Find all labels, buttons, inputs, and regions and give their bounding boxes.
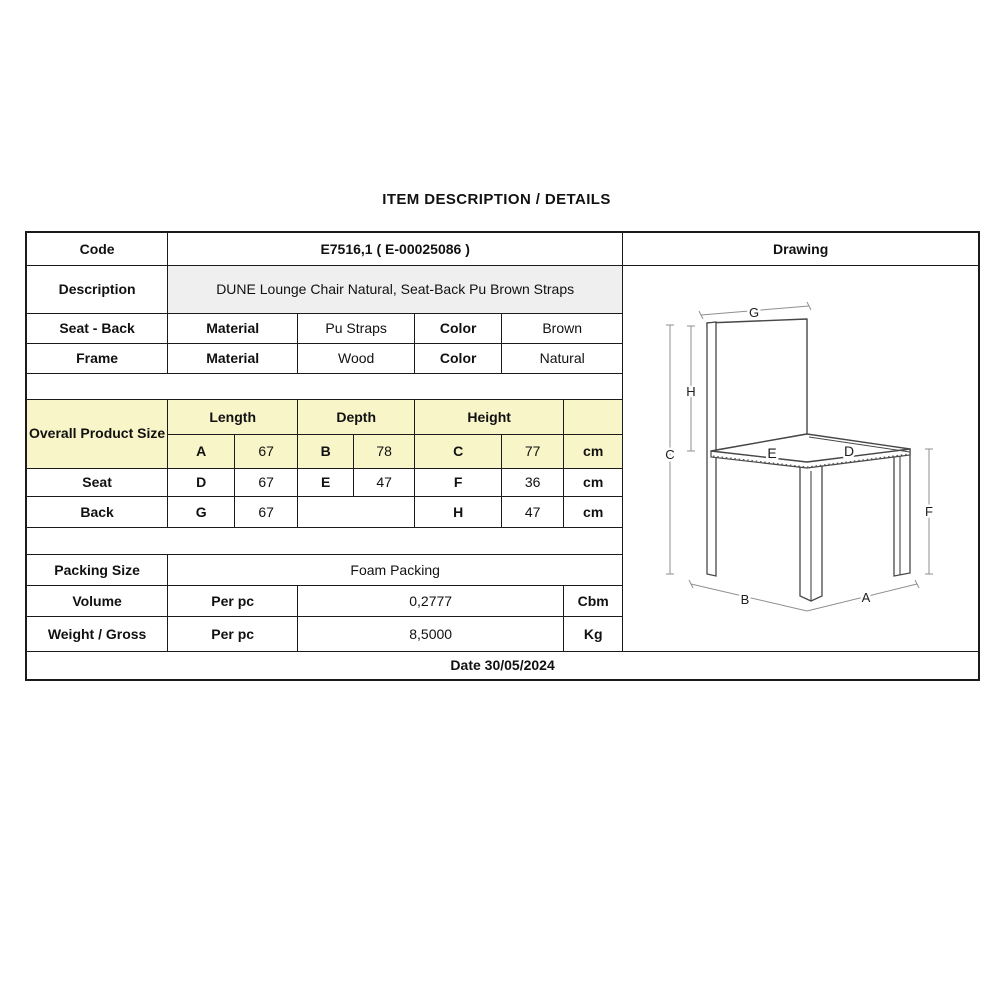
code-value: E7516,1 ( E-00025086 ) xyxy=(168,232,623,265)
dim-label-f: F xyxy=(925,503,934,519)
dim-key-d: D xyxy=(168,468,235,496)
frame-label: Frame xyxy=(26,343,168,373)
dim-key-b: B xyxy=(298,434,354,468)
spacer-cell xyxy=(26,373,623,399)
chair-backrest xyxy=(707,319,807,451)
chair-right-leg xyxy=(894,449,910,576)
dim-val-d: 67 xyxy=(235,468,298,496)
seat-back-color-value: Brown xyxy=(502,313,623,343)
drawing-cell xyxy=(623,265,980,651)
dim-label-g: G xyxy=(749,304,760,320)
description-value: DUNE Lounge Chair Natural, Seat-Back Pu Brown Straps xyxy=(168,265,623,313)
spec-table xyxy=(25,231,980,681)
frame-material-label: Material xyxy=(168,343,298,373)
weight-per-label: Per pc xyxy=(168,616,298,651)
overall-unit: cm xyxy=(564,434,623,468)
dim-key-a: A xyxy=(168,434,235,468)
dim-val-c: 77 xyxy=(502,434,564,468)
dim-val-b: 78 xyxy=(354,434,415,468)
volume-unit: Cbm xyxy=(564,585,623,616)
seat-back-material-value: Pu Straps xyxy=(298,313,415,343)
dim-val-h: 47 xyxy=(502,496,564,527)
page-title: ITEM DESCRIPTION / DETAILS xyxy=(382,191,611,208)
dim-label-e: E xyxy=(767,444,777,461)
weight-unit: Kg xyxy=(564,616,623,651)
frame-color-label: Color xyxy=(415,343,502,373)
description-row xyxy=(26,265,979,313)
seat-back-label: Seat - Back xyxy=(26,313,168,343)
dim-label-a: A xyxy=(861,589,871,605)
dim-label-h: H xyxy=(686,383,696,399)
seat-unit: cm xyxy=(564,468,623,496)
height-header: Height xyxy=(415,399,564,434)
packing-label: Packing Size xyxy=(26,554,168,585)
volume-label: Volume xyxy=(26,585,168,616)
date-cell: Date 30/05/2024 xyxy=(26,651,979,680)
dim-key-c: C xyxy=(415,434,502,468)
length-header: Length xyxy=(168,399,298,434)
dim-label-b: B xyxy=(740,591,750,607)
dim-key-f: F xyxy=(415,468,502,496)
volume-value: 0,2777 xyxy=(298,585,564,616)
weight-label: Weight / Gross xyxy=(26,616,168,651)
dim-label-c: C xyxy=(665,446,675,462)
seat-back-material-label: Material xyxy=(168,313,298,343)
back-empty-cell xyxy=(298,496,415,527)
frame-color-value: Natural xyxy=(502,343,623,373)
spacer-cell xyxy=(26,527,623,554)
dim-key-e: E xyxy=(298,468,354,496)
packing-value: Foam Packing xyxy=(168,554,623,585)
dim-key-h: H xyxy=(415,496,502,527)
back-unit: cm xyxy=(564,496,623,527)
seat-back-color-label: Color xyxy=(415,313,502,343)
dim-val-a: 67 xyxy=(235,434,298,468)
frame-material-value: Wood xyxy=(298,343,415,373)
volume-per-label: Per pc xyxy=(168,585,298,616)
empty-unit-header xyxy=(564,399,623,434)
date-row xyxy=(26,651,979,680)
dim-val-f: 36 xyxy=(502,468,564,496)
weight-value: 8,5000 xyxy=(298,616,564,651)
dim-val-e: 47 xyxy=(354,468,415,496)
drawing-header: Drawing xyxy=(623,232,980,265)
dim-key-g: G xyxy=(168,496,235,527)
description-label: Description xyxy=(26,265,168,313)
chair-back-left-leg xyxy=(707,322,716,576)
chair-drawing xyxy=(625,266,976,648)
dim-label-d: D xyxy=(844,442,855,459)
code-row xyxy=(26,232,979,265)
depth-header: Depth xyxy=(298,399,415,434)
code-label: Code xyxy=(26,232,168,265)
dim-val-g: 67 xyxy=(235,496,298,527)
back-label: Back xyxy=(26,496,168,527)
seat-label: Seat xyxy=(26,468,168,496)
overall-size-label: Overall Product Size xyxy=(26,399,168,468)
